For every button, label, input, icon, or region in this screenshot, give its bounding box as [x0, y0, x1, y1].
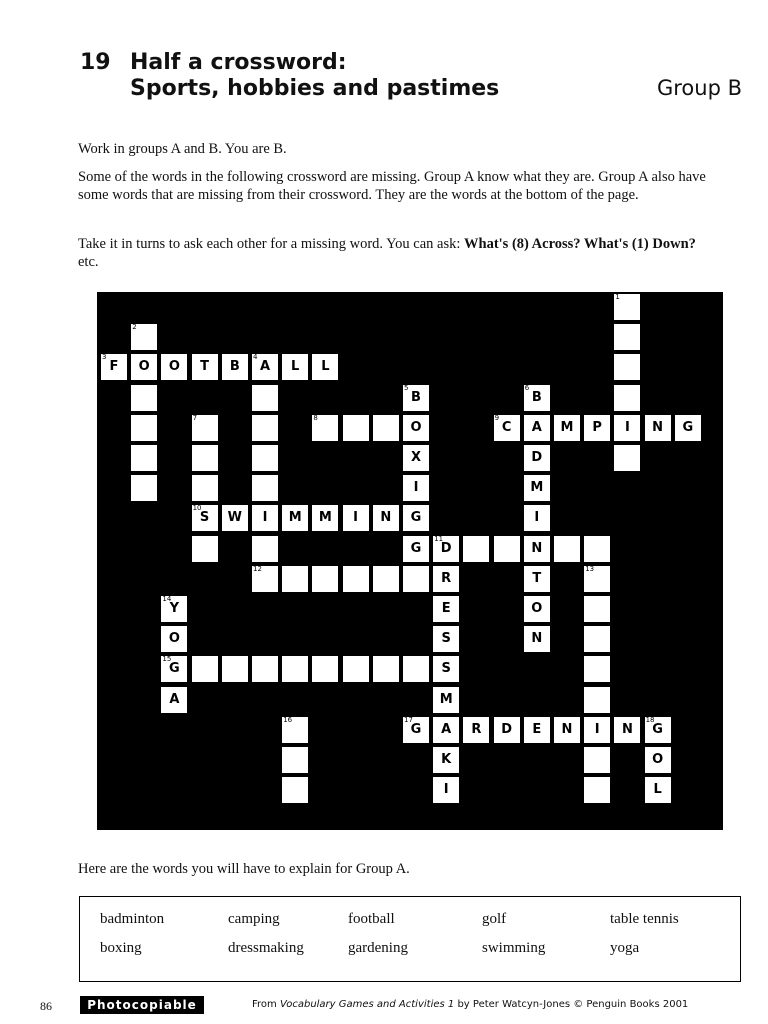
- crossword-cell: [433, 626, 459, 652]
- word-item: swimming: [482, 940, 546, 956]
- cell-letter: L: [653, 782, 662, 798]
- cell-letter: O: [138, 359, 150, 375]
- crossword-cell: [433, 687, 459, 713]
- word-item: golf: [482, 911, 507, 927]
- clue-number: 18: [645, 715, 655, 724]
- cell-letter: E: [532, 721, 542, 737]
- cell-letter: T: [532, 570, 542, 586]
- cell-letter: I: [443, 782, 449, 798]
- crossword-cell: [282, 354, 308, 380]
- cell-letter: I: [624, 419, 630, 435]
- crossword-cell: [524, 536, 550, 562]
- crossword-cell: [343, 656, 369, 682]
- crossword-cell: [524, 505, 550, 531]
- crossword-cell: [192, 505, 218, 531]
- word-list-box: [79, 896, 741, 982]
- crossword-cell: [433, 566, 459, 592]
- crossword-cell: [494, 536, 520, 562]
- cell-letter: G: [410, 540, 422, 556]
- clue-number: 11: [434, 534, 444, 543]
- cell-letter: R: [441, 570, 452, 586]
- word-item: boxing: [100, 940, 142, 956]
- cell-letter: D: [501, 721, 512, 737]
- crossword-cell: [584, 626, 610, 652]
- clue-number: 16: [283, 715, 293, 724]
- crossword-cell: [252, 566, 278, 592]
- instruction-paragraph-2: Some of the words in the following crossword are missing. Group A know what they are. Group A also have some words that are missing from their crossword. They are the words at the bottom of the page.: [78, 169, 706, 203]
- crossword-cell: [524, 445, 550, 471]
- clue-number: 13: [585, 564, 595, 573]
- page-number: 86: [40, 999, 52, 1013]
- cell-letter: N: [531, 540, 543, 556]
- crossword-cell: [131, 324, 157, 350]
- crossword-cell: [282, 747, 308, 773]
- crossword-cell: [584, 687, 610, 713]
- clue-number: 8: [313, 413, 318, 422]
- crossword-cell: [645, 717, 671, 743]
- word-item: dressmaking: [228, 940, 304, 956]
- crossword-cell: [645, 747, 671, 773]
- crossword-cell: [403, 385, 429, 411]
- crossword-cell: [312, 656, 338, 682]
- clue-number: 2: [132, 323, 137, 332]
- crossword-cell: [282, 717, 308, 743]
- crossword-cell: [614, 385, 640, 411]
- crossword-cell: [403, 445, 429, 471]
- crossword-cell: [433, 717, 459, 743]
- crossword-cell: [343, 505, 369, 531]
- citation: From Vocabulary Games and Activities 1 by Peter Watcyn-Jones © Penguin Books 2001: [252, 999, 689, 1010]
- clue-number: 12: [253, 564, 262, 573]
- crossword-cell: [252, 536, 278, 562]
- word-item: camping: [228, 911, 280, 927]
- crossword-cell: [192, 536, 218, 562]
- crossword-cell: [131, 445, 157, 471]
- crossword-cell: [312, 354, 338, 380]
- crossword-cell: [222, 354, 248, 380]
- crossword-cell: [343, 415, 369, 441]
- clue-number: 14: [162, 595, 172, 603]
- cell-letter: P: [592, 419, 602, 435]
- cell-letter: G: [410, 721, 422, 737]
- cell-letter: M: [439, 691, 453, 707]
- crossword-cell: [614, 294, 640, 320]
- cell-letter: X: [410, 450, 422, 465]
- crossword-cell: [584, 415, 610, 441]
- word-item: badminton: [100, 911, 165, 927]
- crossword-cell: [524, 626, 550, 652]
- clue-number: 1: [615, 293, 620, 301]
- cell-letter: A: [259, 359, 271, 375]
- crossword-cell: [645, 777, 671, 803]
- crossword-cell: [161, 656, 187, 682]
- crossword-cell: [584, 747, 610, 773]
- cell-letter: R: [471, 721, 482, 737]
- crossword-cell: [312, 566, 338, 592]
- clue-number: 17: [404, 715, 413, 724]
- crossword-cell: [403, 566, 429, 592]
- crossword-cell: [554, 717, 580, 743]
- cell-letter: N: [652, 419, 664, 435]
- crossword-cell: [584, 536, 610, 562]
- cell-letter: S: [441, 631, 451, 647]
- crossword-cell: [554, 536, 580, 562]
- group-label: Group B: [656, 76, 742, 100]
- crossword-cell: [403, 505, 429, 531]
- crossword-cell: [192, 354, 218, 380]
- cell-letter: T: [200, 359, 210, 375]
- crossword-cell: [403, 536, 429, 562]
- crossword-cell: [403, 717, 429, 743]
- crossword-cell: [252, 505, 278, 531]
- page-title-line-2: Sports, hobbies and pastimes: [130, 76, 500, 101]
- instruction-paragraph-1: Work in groups A and B. You are B.: [78, 141, 287, 157]
- crossword-cell: [494, 717, 520, 743]
- cell-letter: M: [530, 480, 544, 496]
- cell-letter: A: [441, 721, 452, 737]
- clue-number: 10: [192, 504, 202, 513]
- crossword-cell: [192, 415, 218, 441]
- crossword-cell: [373, 415, 399, 441]
- crossword-cell: [252, 415, 278, 441]
- crossword-cell: [433, 596, 459, 622]
- crossword-cell: [282, 566, 308, 592]
- cell-letter: K: [441, 752, 452, 767]
- cell-letter: D: [531, 450, 543, 465]
- crossword-cell: [101, 354, 127, 380]
- crossword-cell: [614, 415, 640, 441]
- cell-letter: I: [594, 721, 600, 737]
- cell-letter: N: [561, 721, 573, 737]
- crossword-cell: [524, 596, 550, 622]
- crossword-cell: [524, 385, 550, 411]
- clue-number: 7: [192, 413, 198, 422]
- cell-letter: G: [682, 419, 694, 435]
- crossword-cell: [161, 596, 187, 622]
- cell-letter: G: [652, 721, 663, 737]
- cell-letter: B: [229, 359, 240, 375]
- cell-letter: C: [501, 419, 512, 435]
- clue-number: 4: [253, 353, 258, 362]
- crossword-cell: [433, 777, 459, 803]
- crossword-cell: [554, 415, 580, 441]
- cell-letter: I: [534, 510, 540, 526]
- word-item: gardening: [348, 940, 408, 956]
- crossword-cell: [675, 415, 701, 441]
- crossword-cell: [584, 777, 610, 803]
- crossword-cell: [614, 445, 640, 471]
- crossword-cell: [584, 596, 610, 622]
- crossword-cell: [524, 415, 550, 441]
- crossword-cell: [282, 777, 308, 803]
- crossword-cell: [494, 415, 520, 441]
- cell-letter: N: [380, 510, 392, 526]
- crossword-cell: [524, 566, 550, 592]
- crossword-grid: [97, 292, 723, 830]
- cell-letter: S: [441, 661, 451, 677]
- cell-letter: M: [318, 510, 332, 526]
- crossword-cell: [192, 656, 218, 682]
- clue-number: 15: [162, 655, 172, 664]
- cell-letter: M: [288, 510, 302, 526]
- crossword-cell: [463, 536, 489, 562]
- cell-letter: A: [531, 419, 542, 435]
- crossword-cell: [252, 385, 278, 411]
- crossword-cell: [282, 505, 308, 531]
- cell-letter: O: [531, 601, 543, 616]
- crossword-cell: [433, 747, 459, 773]
- crossword-cell: [131, 385, 157, 411]
- crossword-cell: [584, 656, 610, 682]
- crossword-cell: [373, 505, 399, 531]
- crossword-cell: [373, 566, 399, 592]
- crossword-cell: [463, 717, 489, 743]
- clue-number: 5: [404, 383, 409, 392]
- crossword-cell: [614, 324, 640, 350]
- cell-letter: I: [262, 510, 268, 526]
- cell-letter: G: [410, 510, 422, 526]
- clue-number: 9: [494, 413, 500, 422]
- crossword-cell: [131, 354, 157, 380]
- cell-letter: Y: [169, 601, 180, 616]
- crossword-cell: [403, 656, 429, 682]
- cell-letter: A: [169, 691, 180, 707]
- cell-letter: O: [168, 359, 180, 375]
- exercise-number: 19: [80, 50, 111, 75]
- photocopiable-tag: Photocopiable: [80, 996, 204, 1014]
- crossword-cell: [584, 566, 610, 592]
- crossword-cell: [222, 505, 248, 531]
- crossword-cell: [161, 626, 187, 652]
- clue-number: 3: [102, 353, 107, 362]
- crossword-cell: [524, 475, 550, 501]
- crossword-cell: [584, 717, 610, 743]
- cell-letter: I: [353, 510, 359, 526]
- word-item: table tennis: [610, 911, 679, 927]
- cell-letter: G: [169, 661, 180, 677]
- crossword-cell: [161, 354, 187, 380]
- crossword-cell: [282, 656, 308, 682]
- explain-heading: Here are the words you will have to explain for Group A.: [78, 861, 410, 877]
- crossword-cell: [373, 656, 399, 682]
- crossword-cell: [433, 536, 459, 562]
- crossword-cell: [614, 354, 640, 380]
- cell-letter: B: [531, 389, 542, 405]
- cell-letter: L: [321, 359, 330, 375]
- cell-letter: N: [621, 721, 633, 737]
- crossword-cell: [524, 717, 550, 743]
- crossword-cell: [252, 475, 278, 501]
- word-item: yoga: [610, 940, 640, 956]
- crossword-cell: [312, 505, 338, 531]
- crossword-cell: [645, 415, 671, 441]
- crossword-cell: [312, 415, 338, 441]
- page-title-line-1: Half a crossword:: [130, 50, 347, 75]
- crossword-cell: [192, 475, 218, 501]
- cell-letter: O: [410, 419, 422, 435]
- cell-letter: W: [227, 510, 242, 526]
- cell-letter: L: [291, 359, 300, 375]
- cell-letter: F: [109, 359, 119, 375]
- crossword-cell: [222, 656, 248, 682]
- cell-letter: E: [441, 601, 451, 616]
- cell-letter: O: [652, 752, 664, 767]
- word-item: football: [348, 911, 395, 927]
- crossword-cell: [131, 475, 157, 501]
- crossword-cell: [161, 687, 187, 713]
- cell-letter: I: [413, 480, 419, 496]
- crossword-cell: [433, 656, 459, 682]
- clue-number: 6: [524, 383, 530, 392]
- crossword-cell: [403, 475, 429, 501]
- crossword-cell: [192, 445, 218, 471]
- crossword-cell: [252, 354, 278, 380]
- cell-letter: D: [440, 540, 452, 556]
- cell-letter: M: [560, 419, 574, 435]
- cell-letter: S: [199, 510, 210, 526]
- cell-letter: O: [168, 631, 180, 647]
- cell-letter: N: [531, 631, 543, 647]
- crossword-cell: [131, 415, 157, 441]
- crossword-cell: [614, 717, 640, 743]
- instruction-paragraph-3: Take it in turns to ask each other for a missing word. You can ask: What's (8) Across? What's (1) Down? etc.: [78, 236, 696, 270]
- crossword-cell: [403, 415, 429, 441]
- crossword-cell: [252, 445, 278, 471]
- cell-letter: B: [411, 389, 421, 405]
- crossword-cell: [343, 566, 369, 592]
- crossword-cell: [252, 656, 278, 682]
